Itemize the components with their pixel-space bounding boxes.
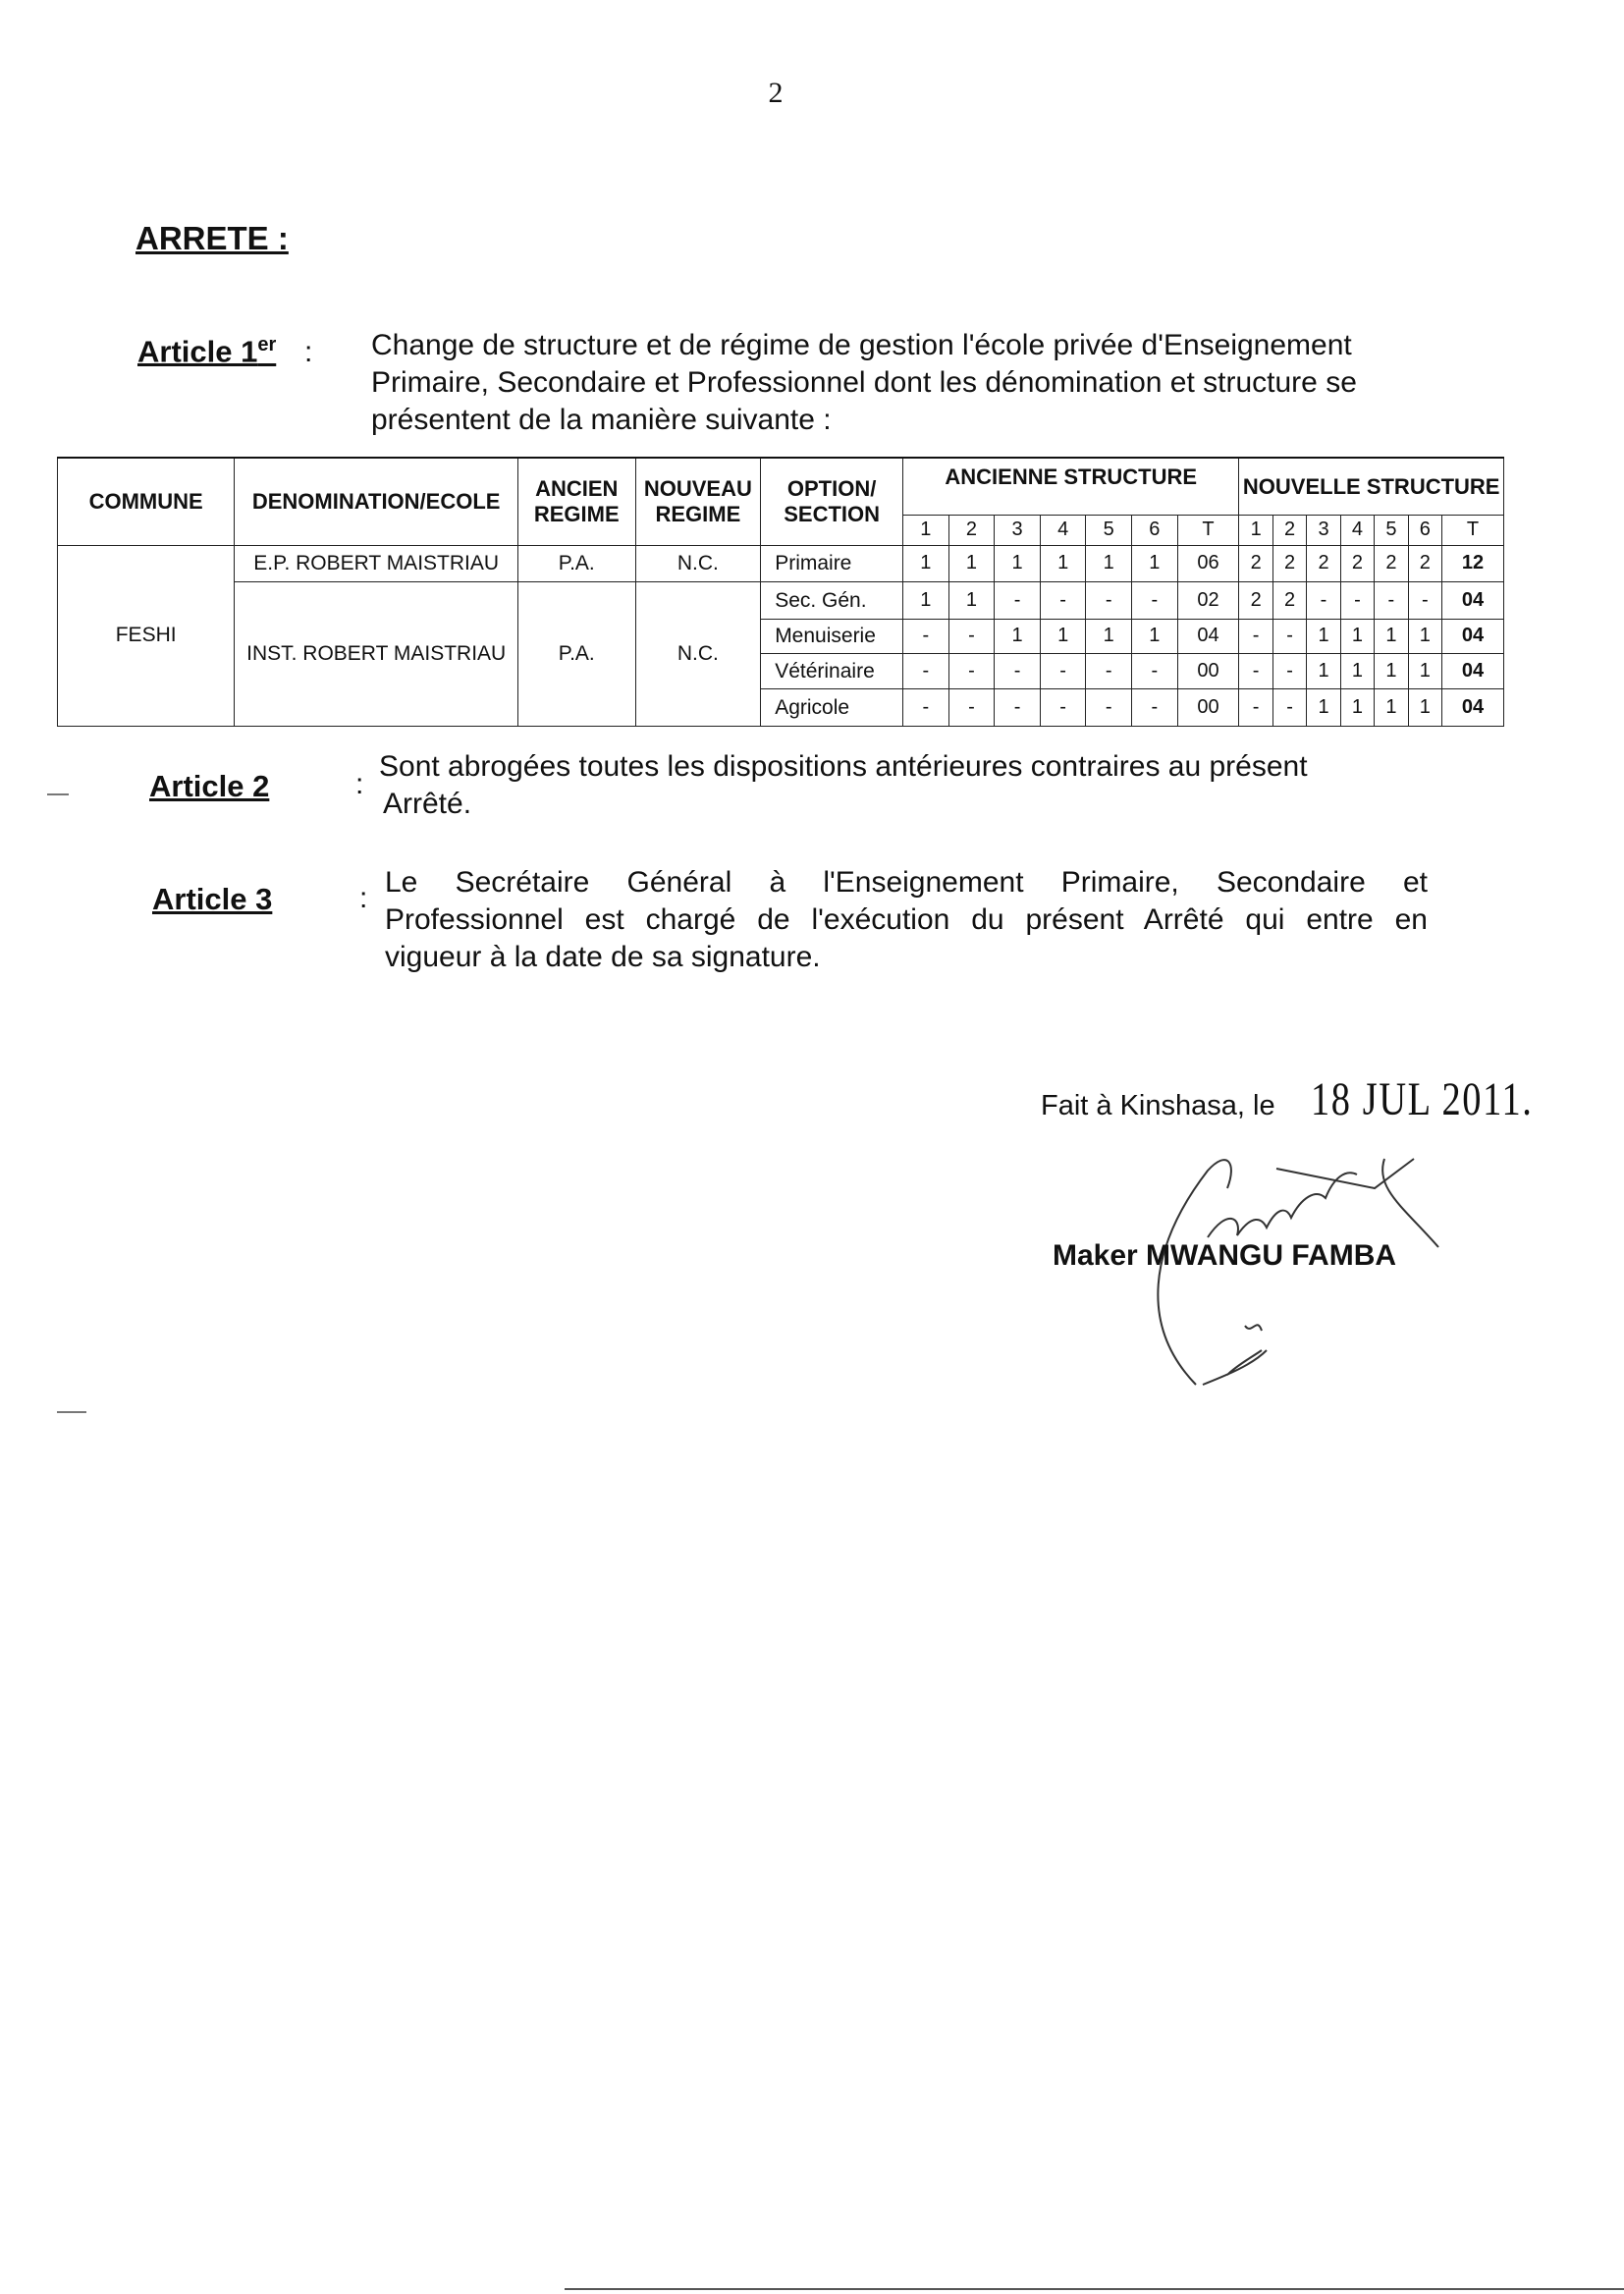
sub-header-old-2: 2 [948, 516, 995, 546]
article-1-label [137, 334, 276, 369]
old-cell: - [1132, 582, 1178, 620]
new-cell: 1 [1307, 654, 1340, 689]
option-cell: Agricole [761, 689, 903, 727]
sub-header-new-2: 2 [1272, 516, 1306, 546]
old-cell: 1 [948, 545, 995, 582]
margin-mark [47, 793, 69, 795]
article-2-line-2: Arrêté. [383, 788, 472, 820]
sub-header-new-1: 1 [1239, 516, 1272, 546]
new-cell: 1 [1307, 619, 1340, 653]
old-cell: - [995, 654, 1041, 689]
old-cell: - [1132, 689, 1178, 727]
new-cell: 2 [1307, 545, 1340, 582]
new-total-cell: 04 [1442, 582, 1504, 620]
article-2-line-1: Sont abrogées toutes les dispositions antérieures contraires au présent [379, 750, 1308, 783]
option-cell: Menuiserie [761, 619, 903, 653]
handwritten-date-stamp: 18 JUL 2011. [1311, 1073, 1534, 1125]
new-cell: 2 [1272, 582, 1306, 620]
header-commune: COMMUNE [58, 458, 235, 545]
sub-header-new-4: 4 [1340, 516, 1374, 546]
new-cell: - [1375, 582, 1408, 620]
new-cell: - [1272, 619, 1306, 653]
signer-name: Maker MWANGU FAMBA [1053, 1239, 1397, 1272]
old-cell: - [903, 689, 949, 727]
article-2-text [379, 748, 1361, 823]
new-total-cell: 04 [1442, 619, 1504, 653]
sub-header-old-6: 6 [1132, 516, 1178, 546]
header-ancienne-structure: ANCIENNE STRUCTURE [903, 458, 1239, 516]
new-cell: 1 [1340, 654, 1374, 689]
page-number: 2 [768, 77, 784, 109]
old-cell: - [948, 689, 995, 727]
page-edge-line [565, 2288, 1624, 2290]
new-cell: - [1272, 689, 1306, 727]
old-cell: 1 [1132, 619, 1178, 653]
sub-header-new-3: 3 [1307, 516, 1340, 546]
old-cell: - [1132, 654, 1178, 689]
old-cell: - [1086, 582, 1132, 620]
sub-header-new-6: 6 [1408, 516, 1441, 546]
article-3-colon: : [359, 882, 368, 914]
article-3-line-2: Professionnel est chargé de l'exécution du présent Arrêté qui entre en [385, 903, 1428, 936]
structure-table [57, 457, 1504, 727]
article-1-line-2: Primaire, Secondaire et Professionnel dont les dénomination et structure se [371, 366, 1357, 399]
ancien-regime-cell: P.A. [518, 582, 636, 727]
old-cell: - [948, 619, 995, 653]
new-cell: 2 [1408, 545, 1441, 582]
sub-header-old-3: 3 [995, 516, 1041, 546]
header-denomination: DENOMINATION/ECOLE [235, 458, 518, 545]
old-cell: 1 [903, 545, 949, 582]
new-cell: 2 [1272, 545, 1306, 582]
new-cell: 2 [1239, 545, 1272, 582]
old-cell: - [995, 582, 1041, 620]
option-cell: Sec. Gén. [761, 582, 903, 620]
article-1-label-text: Article 1 [137, 334, 258, 369]
sub-header-old-total: T [1177, 516, 1239, 546]
new-cell: - [1239, 654, 1272, 689]
article-1-label-sup: er [257, 334, 277, 355]
article-3-text [385, 864, 1428, 976]
decree-heading: ARRETE : [135, 220, 289, 256]
old-total-cell: 00 [1177, 689, 1239, 727]
nouveau-regime-cell: N.C. [635, 582, 761, 727]
article-3-label: Article 3 [152, 882, 273, 916]
option-cell: Primaire [761, 545, 903, 582]
new-cell: 1 [1340, 619, 1374, 653]
old-cell: 1 [995, 545, 1041, 582]
header-nouveau-regime: NOUVEAU REGIME [635, 458, 761, 545]
new-cell: - [1239, 689, 1272, 727]
old-cell: 1 [1132, 545, 1178, 582]
old-cell: 1 [903, 582, 949, 620]
table-row [58, 545, 1504, 582]
old-cell: - [1040, 582, 1086, 620]
new-cell: - [1408, 582, 1441, 620]
new-cell: 1 [1375, 689, 1408, 727]
old-total-cell: 02 [1177, 582, 1239, 620]
handwritten-signature [1080, 1129, 1473, 1444]
old-cell: - [903, 654, 949, 689]
old-cell: - [1086, 689, 1132, 727]
new-cell: 1 [1375, 654, 1408, 689]
article-2-colon: : [355, 768, 364, 800]
ancien-regime-cell: P.A. [518, 545, 636, 582]
old-cell: - [995, 689, 1041, 727]
new-total-cell: 04 [1442, 654, 1504, 689]
new-cell: 2 [1375, 545, 1408, 582]
new-total-cell: 12 [1442, 545, 1504, 582]
old-cell: - [903, 619, 949, 653]
header-option-section: OPTION/ SECTION [761, 458, 903, 545]
new-cell: - [1340, 582, 1374, 620]
old-cell: 1 [995, 619, 1041, 653]
new-cell: 1 [1408, 619, 1441, 653]
sub-header-old-5: 5 [1086, 516, 1132, 546]
new-cell: 2 [1340, 545, 1374, 582]
article-1-line-3: présentent de la manière suivante : [371, 404, 832, 436]
old-cell: 1 [1040, 545, 1086, 582]
new-cell: - [1272, 654, 1306, 689]
old-cell: 1 [1086, 619, 1132, 653]
article-3-line-3: vigueur à la date de sa signature. [385, 941, 821, 973]
new-cell: - [1239, 619, 1272, 653]
old-cell: - [1040, 689, 1086, 727]
sub-header-new-5: 5 [1375, 516, 1408, 546]
sub-header-old-4: 4 [1040, 516, 1086, 546]
old-total-cell: 04 [1177, 619, 1239, 653]
table-row [58, 582, 1504, 620]
place-and-date-label: Fait à Kinshasa, le [1041, 1090, 1275, 1121]
old-cell: 1 [1086, 545, 1132, 582]
new-cell: 1 [1340, 689, 1374, 727]
old-cell: - [1040, 654, 1086, 689]
header-ancien-regime: ANCIEN REGIME [518, 458, 636, 545]
nouveau-regime-cell: N.C. [635, 545, 761, 582]
commune-cell: FESHI [58, 545, 235, 726]
new-cell: 2 [1239, 582, 1272, 620]
new-cell: 1 [1408, 689, 1441, 727]
old-total-cell: 06 [1177, 545, 1239, 582]
article-1-text [371, 327, 1416, 439]
article-1-colon: : [304, 336, 313, 368]
new-cell: 1 [1408, 654, 1441, 689]
sub-header-new-total: T [1442, 516, 1504, 546]
option-cell: Vétérinaire [761, 654, 903, 689]
article-3-line-1: Le Secrétaire Général à l'Enseignement Primaire, Secondaire et [385, 866, 1428, 899]
margin-mark [57, 1411, 86, 1413]
article-1-line-1: Change de structure et de régime de gestion l'école privée d'Enseignement [371, 329, 1352, 361]
header-nouvelle-structure: NOUVELLE STRUCTURE [1239, 458, 1504, 516]
old-total-cell: 00 [1177, 654, 1239, 689]
old-cell: 1 [1040, 619, 1086, 653]
old-cell: 1 [948, 582, 995, 620]
new-cell: - [1307, 582, 1340, 620]
old-cell: - [948, 654, 995, 689]
new-cell: 1 [1375, 619, 1408, 653]
school-name-cell: INST. ROBERT MAISTRIAU [235, 582, 518, 727]
new-total-cell: 04 [1442, 689, 1504, 727]
old-cell: - [1086, 654, 1132, 689]
school-name-cell: E.P. ROBERT MAISTRIAU [235, 545, 518, 582]
article-2-label: Article 2 [149, 769, 270, 803]
sub-header-old-1: 1 [903, 516, 949, 546]
new-cell: 1 [1307, 689, 1340, 727]
